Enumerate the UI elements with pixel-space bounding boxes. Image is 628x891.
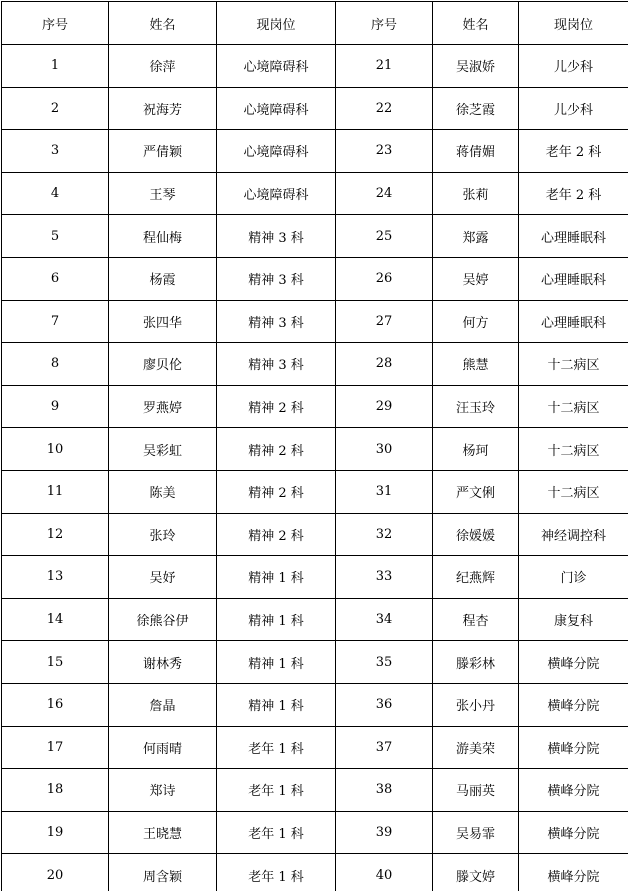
- seq-cell: 38: [336, 769, 433, 812]
- name-cell: 汪玉玲: [433, 385, 519, 428]
- seq-cell: 32: [336, 513, 433, 556]
- post-cell: 心境障碍科: [217, 87, 336, 130]
- post-cell: 十二病区: [519, 470, 628, 513]
- seq-cell: 23: [336, 130, 433, 173]
- seq-cell: 33: [336, 556, 433, 599]
- name-cell: 张莉: [433, 172, 519, 215]
- post-cell: 横峰分院: [519, 683, 628, 726]
- post-cell: 门诊: [519, 556, 628, 599]
- seq-cell: 7: [2, 300, 109, 343]
- seq-cell: 12: [2, 513, 109, 556]
- table-row: [2, 726, 628, 769]
- seq-cell: 5: [2, 215, 109, 258]
- post-cell: 老年 2 科: [519, 130, 628, 173]
- post-cell: 精神 3 科: [217, 300, 336, 343]
- table-row: [2, 300, 628, 343]
- header-seq-right: 序号: [336, 2, 433, 45]
- header-name-right: 姓名: [433, 2, 519, 45]
- name-cell: 程仙梅: [109, 215, 217, 258]
- name-cell: 马丽英: [433, 769, 519, 812]
- seq-cell: 37: [336, 726, 433, 769]
- name-cell: 张小丹: [433, 683, 519, 726]
- post-cell: 心理睡眠科: [519, 257, 628, 300]
- seq-cell: 8: [2, 343, 109, 386]
- name-cell: 廖贝伦: [109, 343, 217, 386]
- post-cell: 精神 2 科: [217, 428, 336, 471]
- table-body: [2, 45, 628, 891]
- seq-cell: 21: [336, 45, 433, 88]
- seq-cell: 22: [336, 87, 433, 130]
- seq-cell: 11: [2, 470, 109, 513]
- name-cell: 吴淑娇: [433, 45, 519, 88]
- table-row: [2, 45, 628, 88]
- table-row: [2, 683, 628, 726]
- seq-cell: 16: [2, 683, 109, 726]
- post-cell: 心境障碍科: [217, 45, 336, 88]
- post-cell: 康复科: [519, 598, 628, 641]
- name-cell: 谢林秀: [109, 641, 217, 684]
- seq-cell: 30: [336, 428, 433, 471]
- name-cell: 熊慧: [433, 343, 519, 386]
- table-row: [2, 641, 628, 684]
- name-cell: 王晓慧: [109, 811, 217, 854]
- post-cell: 老年 1 科: [217, 854, 336, 891]
- seq-cell: 24: [336, 172, 433, 215]
- name-cell: 徐萍: [109, 45, 217, 88]
- name-cell: 杨珂: [433, 428, 519, 471]
- post-cell: 老年 1 科: [217, 769, 336, 812]
- post-cell: 儿少科: [519, 87, 628, 130]
- seq-cell: 29: [336, 385, 433, 428]
- seq-cell: 6: [2, 257, 109, 300]
- name-cell: 滕彩林: [433, 641, 519, 684]
- post-cell: 精神 1 科: [217, 598, 336, 641]
- table-row: [2, 513, 628, 556]
- post-cell: 十二病区: [519, 428, 628, 471]
- name-cell: 陈美: [109, 470, 217, 513]
- table-row: [2, 130, 628, 173]
- name-cell: 徐熊谷伊: [109, 598, 217, 641]
- name-cell: 纪燕辉: [433, 556, 519, 599]
- name-cell: 杨霞: [109, 257, 217, 300]
- name-cell: 祝海芳: [109, 87, 217, 130]
- table-row: [2, 215, 628, 258]
- header-name-left: 姓名: [109, 2, 217, 45]
- header-seq-left: 序号: [2, 2, 109, 45]
- table-row: [2, 811, 628, 854]
- post-cell: 横峰分院: [519, 726, 628, 769]
- seq-cell: 2: [2, 87, 109, 130]
- name-cell: 郑露: [433, 215, 519, 258]
- seq-cell: 13: [2, 556, 109, 599]
- seq-cell: 34: [336, 598, 433, 641]
- table-row: [2, 854, 628, 891]
- table-row: [2, 428, 628, 471]
- header-post-left: 现岗位: [217, 2, 336, 45]
- post-cell: 儿少科: [519, 45, 628, 88]
- name-cell: 周含颖: [109, 854, 217, 891]
- post-cell: 神经调控科: [519, 513, 628, 556]
- post-cell: 十二病区: [519, 385, 628, 428]
- name-cell: 徐媛媛: [433, 513, 519, 556]
- name-cell: 吴妤: [109, 556, 217, 599]
- post-cell: 横峰分院: [519, 769, 628, 812]
- seq-cell: 3: [2, 130, 109, 173]
- post-cell: 横峰分院: [519, 854, 628, 891]
- post-cell: 精神 3 科: [217, 257, 336, 300]
- post-cell: 精神 2 科: [217, 385, 336, 428]
- post-cell: 老年 1 科: [217, 811, 336, 854]
- name-cell: 吴彩虹: [109, 428, 217, 471]
- seq-cell: 39: [336, 811, 433, 854]
- name-cell: 滕文婷: [433, 854, 519, 891]
- post-cell: 横峰分院: [519, 641, 628, 684]
- seq-cell: 36: [336, 683, 433, 726]
- staff-roster-table: [1, 1, 628, 891]
- post-cell: 心境障碍科: [217, 130, 336, 173]
- seq-cell: 9: [2, 385, 109, 428]
- post-cell: 精神 1 科: [217, 641, 336, 684]
- seq-cell: 15: [2, 641, 109, 684]
- table-row: [2, 87, 628, 130]
- post-cell: 精神 2 科: [217, 513, 336, 556]
- post-cell: 精神 2 科: [217, 470, 336, 513]
- name-cell: 张玲: [109, 513, 217, 556]
- name-cell: 游美荣: [433, 726, 519, 769]
- seq-cell: 26: [336, 257, 433, 300]
- post-cell: 十二病区: [519, 343, 628, 386]
- header-post-right: 现岗位: [519, 2, 628, 45]
- seq-cell: 4: [2, 172, 109, 215]
- post-cell: 心理睡眠科: [519, 215, 628, 258]
- post-cell: 老年 2 科: [519, 172, 628, 215]
- post-cell: 精神 3 科: [217, 343, 336, 386]
- seq-cell: 1: [2, 45, 109, 88]
- post-cell: 横峰分院: [519, 811, 628, 854]
- name-cell: 何方: [433, 300, 519, 343]
- name-cell: 罗燕婷: [109, 385, 217, 428]
- table-row: [2, 172, 628, 215]
- table-row: [2, 556, 628, 599]
- name-cell: 程杏: [433, 598, 519, 641]
- name-cell: 蒋倩媚: [433, 130, 519, 173]
- seq-cell: 14: [2, 598, 109, 641]
- post-cell: 精神 1 科: [217, 556, 336, 599]
- table-row: [2, 598, 628, 641]
- name-cell: 张四华: [109, 300, 217, 343]
- name-cell: 严文俐: [433, 470, 519, 513]
- seq-cell: 19: [2, 811, 109, 854]
- table-header-row: [2, 2, 628, 45]
- table-row: [2, 343, 628, 386]
- name-cell: 詹晶: [109, 683, 217, 726]
- seq-cell: 28: [336, 343, 433, 386]
- seq-cell: 31: [336, 470, 433, 513]
- post-cell: 心理睡眠科: [519, 300, 628, 343]
- seq-cell: 17: [2, 726, 109, 769]
- seq-cell: 10: [2, 428, 109, 471]
- name-cell: 徐芝霞: [433, 87, 519, 130]
- post-cell: 精神 3 科: [217, 215, 336, 258]
- seq-cell: 18: [2, 769, 109, 812]
- table-row: [2, 257, 628, 300]
- seq-cell: 25: [336, 215, 433, 258]
- name-cell: 吴婷: [433, 257, 519, 300]
- seq-cell: 20: [2, 854, 109, 891]
- seq-cell: 40: [336, 854, 433, 891]
- post-cell: 老年 1 科: [217, 726, 336, 769]
- table-row: [2, 769, 628, 812]
- name-cell: 严倩颖: [109, 130, 217, 173]
- seq-cell: 27: [336, 300, 433, 343]
- name-cell: 王琴: [109, 172, 217, 215]
- post-cell: 心境障碍科: [217, 172, 336, 215]
- seq-cell: 35: [336, 641, 433, 684]
- table-row: [2, 385, 628, 428]
- name-cell: 何雨晴: [109, 726, 217, 769]
- post-cell: 精神 1 科: [217, 683, 336, 726]
- table-row: [2, 470, 628, 513]
- name-cell: 吴易霏: [433, 811, 519, 854]
- name-cell: 郑诗: [109, 769, 217, 812]
